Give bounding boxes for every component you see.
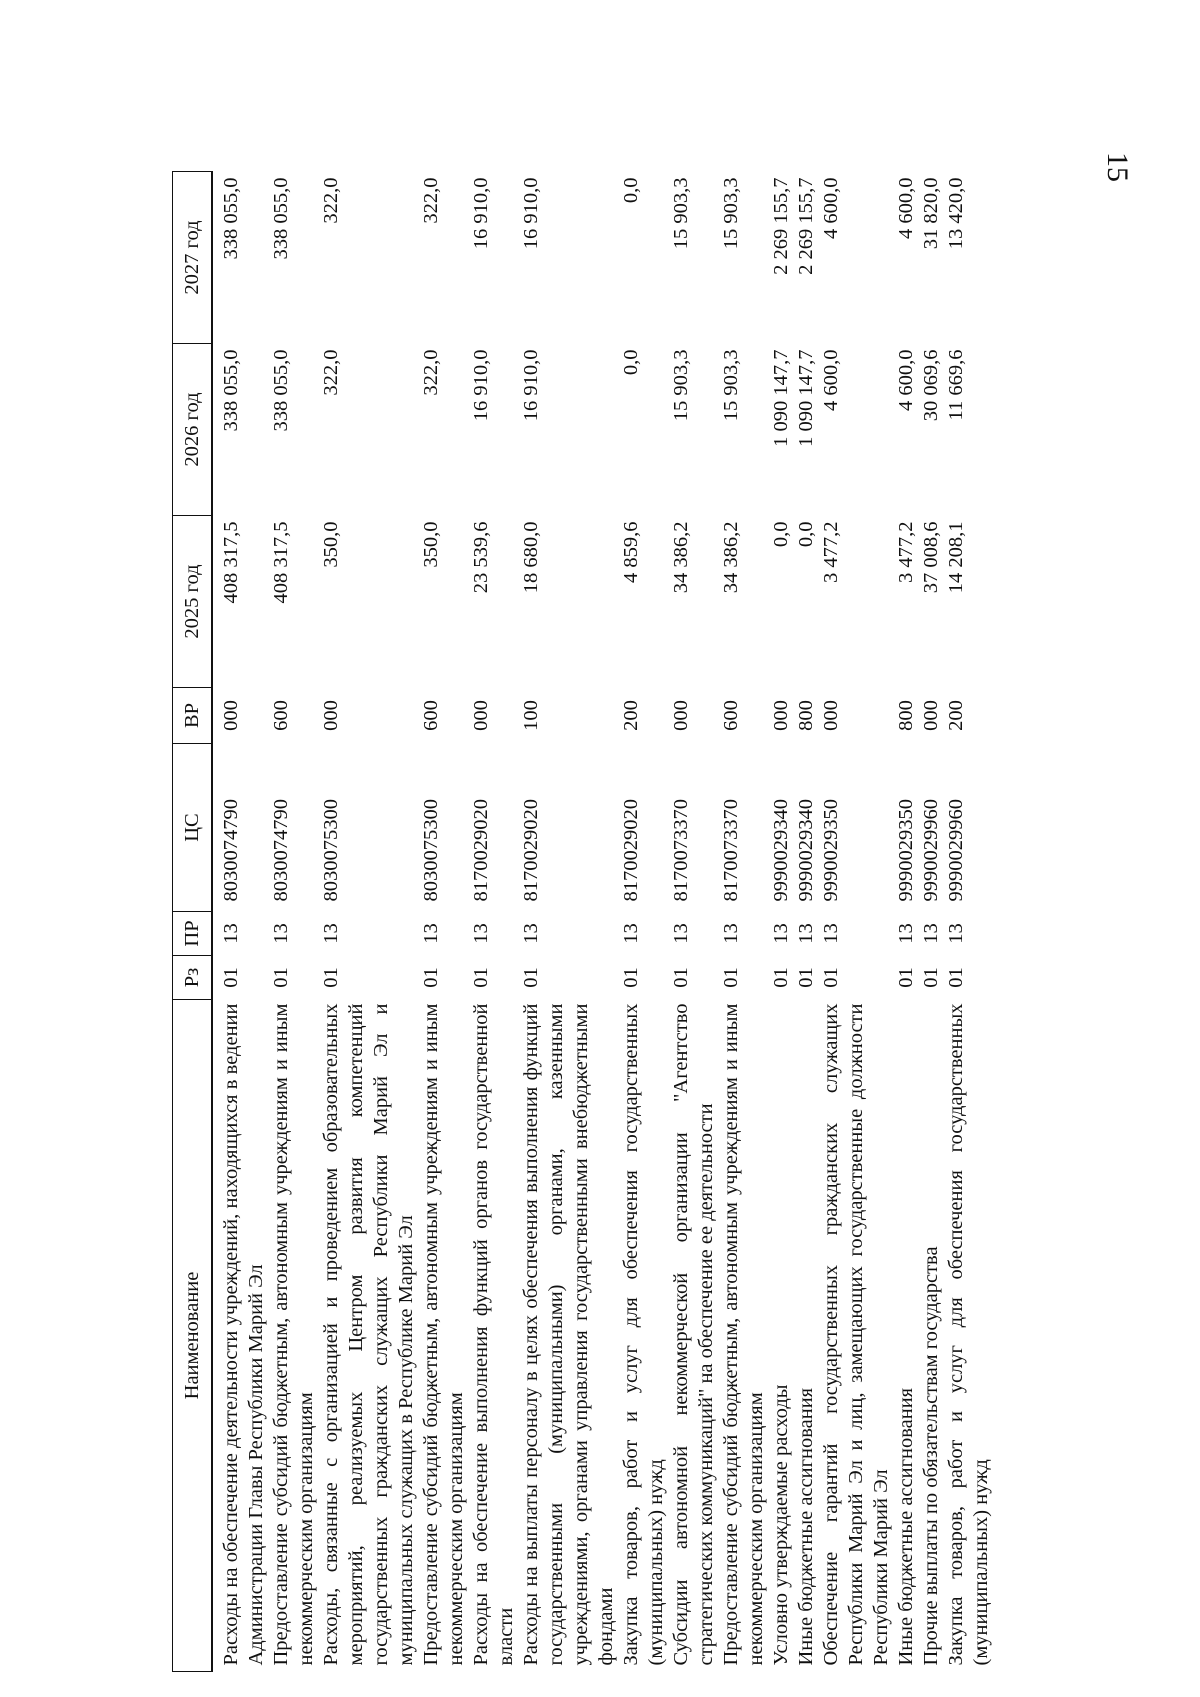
cell-2026: 4 600,0 [895, 349, 917, 411]
cell-2027: 15 903,3 [670, 177, 692, 250]
cell-rz: 01 [795, 967, 817, 988]
cell-name: Иные бюджетные ассигнования [895, 1387, 917, 1666]
header-pr: ПР [173, 912, 213, 956]
table-row [944, 172, 994, 1672]
cell-pr: 13 [620, 923, 642, 944]
cell-pr: 13 [670, 923, 692, 944]
cell-rz: 01 [470, 967, 492, 988]
table-row [469, 172, 519, 1672]
cell-cs: 8030074790 [220, 799, 242, 902]
cell-name: Расходы на обеспечение деятельности учреждений, находящихся в ведении Администрации Главы Республики Марий Эл [220, 1003, 267, 1666]
cell-cs: 8170029020 [620, 799, 642, 902]
cell-vr: 000 [770, 700, 792, 731]
header-rz: Рз [173, 956, 213, 1000]
cell-rz: 01 [670, 967, 692, 988]
cell-2026: 15 903,3 [720, 349, 742, 422]
cell-rz: 01 [945, 967, 967, 988]
cell-2026: 16 910,0 [470, 349, 492, 422]
cell-pr: 13 [520, 923, 542, 944]
table-row [919, 172, 944, 1672]
cell-name: Расходы на выплаты персоналу в целях обеспечения выполнения функций государственными (муниципальными) органами, казенными учреждениями, органами управления государственными внебюджетными фондами [520, 1003, 617, 1666]
table-row [319, 172, 419, 1672]
cell-rz: 01 [820, 967, 842, 988]
cell-name: Предоставление субсидий бюджетным, автономным учреждениям и иным некоммерческим организациям [720, 1003, 767, 1666]
cell-vr: 000 [220, 700, 242, 731]
table-row [719, 172, 769, 1672]
header-2025: 2025 год [173, 516, 213, 688]
cell-cs: 9990029350 [820, 799, 842, 902]
cell-2026: 338 055,0 [220, 349, 242, 432]
cell-2025: 34 386,2 [720, 521, 742, 594]
cell-2027: 4 600,0 [820, 177, 842, 239]
cell-rz: 01 [220, 967, 242, 988]
cell-2027: 322,0 [320, 177, 342, 224]
header-vr: ВР [173, 688, 213, 744]
cell-2027: 4 600,0 [895, 177, 917, 239]
cell-2025: 37 008,6 [920, 521, 942, 594]
cell-cs: 8170029020 [470, 799, 492, 902]
cell-2025: 18 680,0 [520, 521, 542, 594]
cell-name: Обеспечение гарантий государственных гражданских служащих Республики Марий Эл и лиц, замещающих государственные должности Республики Марий Эл [820, 1003, 892, 1666]
cell-vr: 600 [720, 700, 742, 731]
cell-2025: 3 477,2 [895, 521, 917, 583]
header-2027: 2027 год [173, 172, 213, 344]
cell-name: Предоставление субсидий бюджетным, автономным учреждениям и иным некоммерческим организациям [420, 1003, 467, 1666]
cell-rz: 01 [620, 967, 642, 988]
cell-2026: 16 910,0 [520, 349, 542, 422]
cell-name: Расходы на обеспечение выполнения функций органов государственной власти [470, 1003, 517, 1666]
cell-pr: 13 [720, 923, 742, 944]
cell-pr: 13 [895, 923, 917, 944]
cell-name: Закупка товаров, работ и услуг для обеспечения государственных (муниципальных) нужд [620, 1003, 667, 1666]
cell-2027: 2 269 155,7 [795, 177, 817, 275]
cell-cs: 8170073370 [670, 799, 692, 902]
cell-2027: 338 055,0 [220, 177, 242, 260]
cell-cs: 8170073370 [720, 799, 742, 902]
cell-cs: 8030075300 [320, 799, 342, 902]
cell-vr: 000 [670, 700, 692, 731]
cell-cs: 9990029350 [895, 799, 917, 902]
table-row [794, 172, 819, 1672]
cell-2025: 350,0 [320, 521, 342, 568]
cell-pr: 13 [920, 923, 942, 944]
cell-pr: 13 [270, 923, 292, 944]
cell-2026: 338 055,0 [270, 349, 292, 432]
cell-2026: 4 600,0 [820, 349, 842, 411]
cell-rz: 01 [920, 967, 942, 988]
cell-2026: 1 090 147,7 [770, 349, 792, 447]
cell-cs: 8170029020 [520, 799, 542, 902]
cell-pr: 13 [320, 923, 342, 944]
header-cs: ЦС [173, 744, 213, 912]
cell-pr: 13 [420, 923, 442, 944]
cell-name: Закупка товаров, работ и услуг для обеспечения государственных (муниципальных) нужд [945, 1003, 992, 1666]
table-header [173, 172, 213, 1672]
table-row [519, 172, 619, 1672]
cell-rz: 01 [320, 967, 342, 988]
cell-2026: 11 669,6 [945, 349, 967, 421]
cell-pr: 13 [945, 923, 967, 944]
cell-vr: 200 [620, 700, 642, 731]
cell-2026: 30 069,6 [920, 349, 942, 422]
cell-rz: 01 [420, 967, 442, 988]
cell-rz: 01 [770, 967, 792, 988]
cell-pr: 13 [220, 923, 242, 944]
table-row [419, 172, 469, 1672]
cell-cs: 9990029340 [770, 799, 792, 902]
cell-name: Условно утверждаемые расходы [770, 1384, 792, 1666]
cell-2025: 350,0 [420, 521, 442, 568]
page-number: 15 [1101, 152, 1134, 182]
cell-rz: 01 [895, 967, 917, 988]
table-row [819, 172, 894, 1672]
cell-vr: 200 [945, 700, 967, 731]
cell-name: Субсидии автономной некоммерческой организации "Агентство стратегических коммуникаций" на обеспечение ее деятельности [670, 1003, 717, 1666]
cell-2027: 322,0 [420, 177, 442, 224]
table-row [769, 172, 794, 1672]
cell-rz: 01 [270, 967, 292, 988]
table-row [212, 172, 269, 1672]
cell-cs: 9990029960 [920, 799, 942, 902]
cell-pr: 13 [795, 923, 817, 944]
cell-2027: 15 903,3 [720, 177, 742, 250]
cell-2027: 31 820,0 [920, 177, 942, 250]
cell-2026: 322,0 [420, 349, 442, 396]
cell-2026: 322,0 [320, 349, 342, 396]
rotated-page-content [172, 172, 1184, 1672]
cell-vr: 000 [470, 700, 492, 731]
cell-pr: 13 [820, 923, 842, 944]
cell-vr: 600 [420, 700, 442, 731]
cell-cs: 9990029960 [945, 799, 967, 902]
cell-2025: 0,0 [770, 521, 792, 548]
cell-pr: 13 [770, 923, 792, 944]
table-row [669, 172, 719, 1672]
cell-2025: 23 539,6 [470, 521, 492, 594]
table-row [619, 172, 669, 1672]
cell-vr: 000 [820, 700, 842, 731]
cell-cs: 9990029340 [795, 799, 817, 902]
cell-2027: 0,0 [620, 177, 642, 204]
cell-2025: 408 317,5 [220, 521, 242, 604]
table-row [269, 172, 319, 1672]
cell-rz: 01 [520, 967, 542, 988]
cell-vr: 800 [795, 700, 817, 731]
cell-vr: 000 [920, 700, 942, 731]
cell-2025: 4 859,6 [620, 521, 642, 583]
cell-vr: 000 [320, 700, 342, 731]
cell-2025: 3 477,2 [820, 521, 842, 583]
cell-name: Иные бюджетные ассигнования [795, 1387, 817, 1666]
cell-2027: 16 910,0 [470, 177, 492, 250]
cell-name: Прочие выплаты по обязательствам государства [920, 1246, 942, 1666]
cell-2027: 338 055,0 [270, 177, 292, 260]
cell-vr: 100 [520, 700, 542, 731]
cell-2025: 14 208,1 [945, 521, 967, 594]
cell-2027: 16 910,0 [520, 177, 542, 250]
header-2026: 2026 год [173, 344, 213, 516]
cell-2025: 408 317,5 [270, 521, 292, 604]
cell-pr: 13 [470, 923, 492, 944]
cell-2027: 13 420,0 [945, 177, 967, 250]
budget-table [172, 171, 994, 1672]
header-name: Наименование [173, 1000, 213, 1672]
cell-vr: 600 [270, 700, 292, 731]
cell-2027: 2 269 155,7 [770, 177, 792, 275]
cell-vr: 800 [895, 700, 917, 731]
cell-2026: 1 090 147,7 [795, 349, 817, 447]
table-row [894, 172, 919, 1672]
cell-cs: 8030075300 [420, 799, 442, 902]
table-body [212, 172, 994, 1672]
cell-name: Предоставление субсидий бюджетным, автономным учреждениям и иным некоммерческим организациям [270, 1003, 317, 1666]
cell-cs: 8030074790 [270, 799, 292, 902]
cell-2026: 0,0 [620, 349, 642, 376]
cell-2025: 0,0 [795, 521, 817, 548]
cell-2025: 34 386,2 [670, 521, 692, 594]
cell-rz: 01 [720, 967, 742, 988]
cell-name: Расходы, связанные с организацией и проведением образовательных мероприятий, реализуемых Центром развития компетенций государственных гражданских служащих Республики Марий Эл и муниципальных служащих в Республике Марий Эл [320, 1003, 417, 1666]
cell-2026: 15 903,3 [670, 349, 692, 422]
